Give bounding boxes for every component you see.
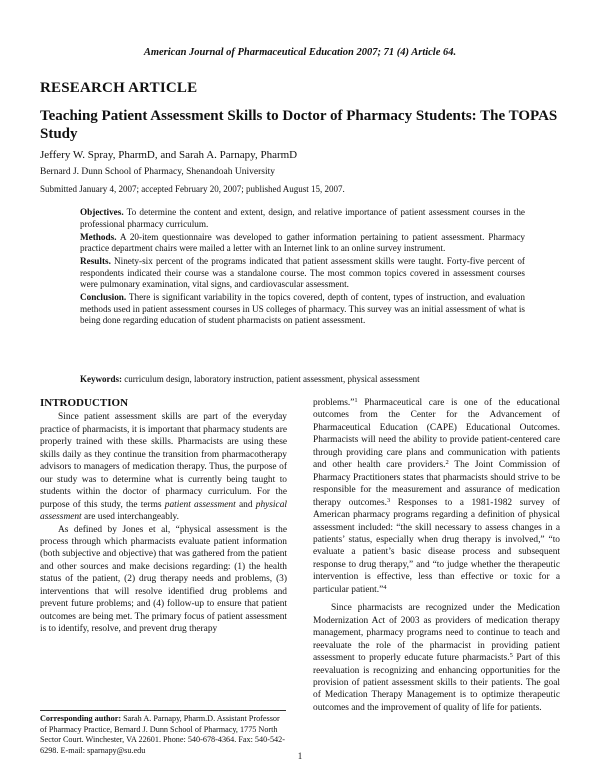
paragraph: As defined by Jones et al, “physical assessment is the process through which pharmacists evaluate patient information (both subjective and objective) that was gathered from the patient and other sources and make decisions regarding: (1) the health status of the patient, (2) drug therapy needs and problems, (3) interventions that will resolve identified drug problems and prevent future problems; and (4) follow-up to ensure that patient outcomes are being met. The primary focus of patient assessment is to identify, resolve, and prevent drug therapy	[40, 524, 287, 635]
author-list: Jeffery W. Spray, PharmD, and Sarah A. Parnapy, PharmD	[40, 149, 298, 161]
conclusion-label: Conclusion.	[80, 292, 127, 302]
column-left	[40, 397, 287, 636]
paragraph-text: Since pharmacists are recognized under the Medication Modernization Act of 2003 as providers of medication therapy management, pharmacy programs need to continue to teach and reevaluate the role of the pharmacist in providing patient assessment to properly educate future pharmacists.	[313, 603, 560, 664]
paragraph-text: Part of this reevaluation is recognizing and enhancing opportunities for the provision of patient assessment skills to their patients. The goal of Medication Therapy Management is to optimize therapeutic outcomes and the improvement of quality of life for patients.	[313, 653, 560, 713]
reference-marker: 5	[509, 652, 513, 660]
journal-issue: 2007; 71 (4) Article 64.	[353, 47, 457, 58]
abstract-objectives	[80, 207, 525, 230]
abstract-results	[80, 256, 525, 291]
paragraph	[313, 602, 560, 714]
keywords-text: curriculum design, laboratory instruction, patient assessment, physical assessment	[122, 374, 420, 384]
emphasis-term: patient assessment	[164, 499, 236, 510]
corresponding-author-note	[40, 714, 287, 756]
results-text: Ninety-six percent of the programs indicated that patient assessment skills were taught. Forty-five percent of respondents indicated their course was a standalone course. The most common topics covered in assessment courses were pulmonary examination, vital signs, and cardiovascular assessment.	[80, 256, 525, 289]
footnote-label: Corresponding author:	[40, 714, 122, 723]
reference-marker: 3	[386, 496, 391, 504]
reference-marker: 2	[445, 459, 449, 467]
conclusion-text: There is significant variability in the topics covered, depth of content, types of instruction, and evaluation methods used in patient assessment courses in US colleges of pharmacy. This survey was an initial assessment of what is being done regarding education of student pharmacists on patient assessment.	[80, 292, 525, 325]
objectives-text: To determine the content and extent, design, and relative importance of patient assessment courses in the professional pharmacy curriculum.	[80, 207, 525, 229]
affiliation: Bernard J. Dunn School of Pharmacy, Shenandoah University	[40, 167, 275, 177]
abstract-conclusion	[80, 292, 525, 327]
journal-name: American Journal of Pharmaceutical Education	[143, 47, 354, 58]
reference-marker: 4	[383, 583, 387, 591]
page-number: 1	[297, 751, 303, 761]
article-type: RESEARCH ARTICLE	[40, 80, 198, 96]
reference-marker: 1	[354, 397, 358, 404]
paragraph	[40, 411, 287, 523]
column-right	[313, 397, 560, 714]
paragraph-text: The Joint Commission of Pharmacy Practitioners states that pharmacists should strive to be responsible for the measurement and assurance of medication therapy outcomes.	[313, 460, 561, 508]
abstract-methods	[80, 232, 525, 255]
paragraph-text: are used interchangeably.	[81, 512, 179, 523]
section-heading-introduction: INTRODUCTION	[40, 397, 129, 409]
paragraph-text: Since patient assessment skills are part of the everyday practice of pharmacists, it is important that pharmacy students are properly trained with these skills. Pharmacists are using these skills daily as they continue the transition from pharmacotherapy advisors to managers of medication therapy. Thus, the purpose of our study was to determine what is currently being taught to students within the doctor of pharmacy curriculum. For the purpose of this study, the terms	[40, 412, 287, 510]
paragraph-text: Pharmaceutical care is one of the educational outcomes from the Center for the Advancement of Pharmaceutical Education (CAPE) Educational Outcomes. Pharmacists will need the ability to provide patient-centered care through providing care plans and communication with patients and other health care providers.	[313, 398, 560, 471]
journal-citation	[0, 47, 600, 58]
methods-label: Methods.	[80, 231, 117, 242]
objectives-label: Objectives.	[80, 207, 124, 217]
publication-dates: Submitted January 4, 2007; accepted February 20, 2007; published August 15, 2007.	[40, 184, 345, 194]
footnote-text: Sarah A. Parnapy, Pharm.D. Assistant Professor of Pharmacy Practice, Bernard J. Dunn School of Pharmacy, 1775 North Sector Court. Winchester, VA 22601. Phone: 540-678-4364. Fax: 540-542-6298. E-mail: sparnapy@su.edu	[40, 714, 285, 755]
methods-text: A 20-item questionnaire was developed to gather information pertaining to patient assessment. Pharmacy practice department chairs were mailed a letter with an Internet link to an online survey instrument.	[80, 231, 525, 253]
paragraph-text: problems.”	[313, 398, 355, 408]
keywords-label: Keywords:	[80, 374, 122, 384]
results-label: Results.	[80, 256, 111, 266]
footnote-divider	[40, 710, 286, 711]
paragraph	[313, 397, 560, 596]
article-title: Teaching Patient Assessment Skills to Doctor of Pharmacy Students: The TOPAS Study	[40, 108, 558, 142]
paragraph-text: and	[235, 499, 256, 510]
emphasis-term: physical assessment	[40, 499, 287, 523]
keywords	[80, 374, 525, 384]
paragraph-text: Responses to a 1981-1982 survey of American pharmacy programs regarding a definition of physical assessment included: “the skill necessary to assess changes in a patients’ status, especially when drug therapy is involved,” “to evaluate a patient’s basic disease process and subsequent response to drug therapy,” and “to judge whether the therapeutic intervention is effective, less than effective or toxic for a particular patient.”	[313, 497, 560, 595]
abstract	[80, 207, 525, 328]
